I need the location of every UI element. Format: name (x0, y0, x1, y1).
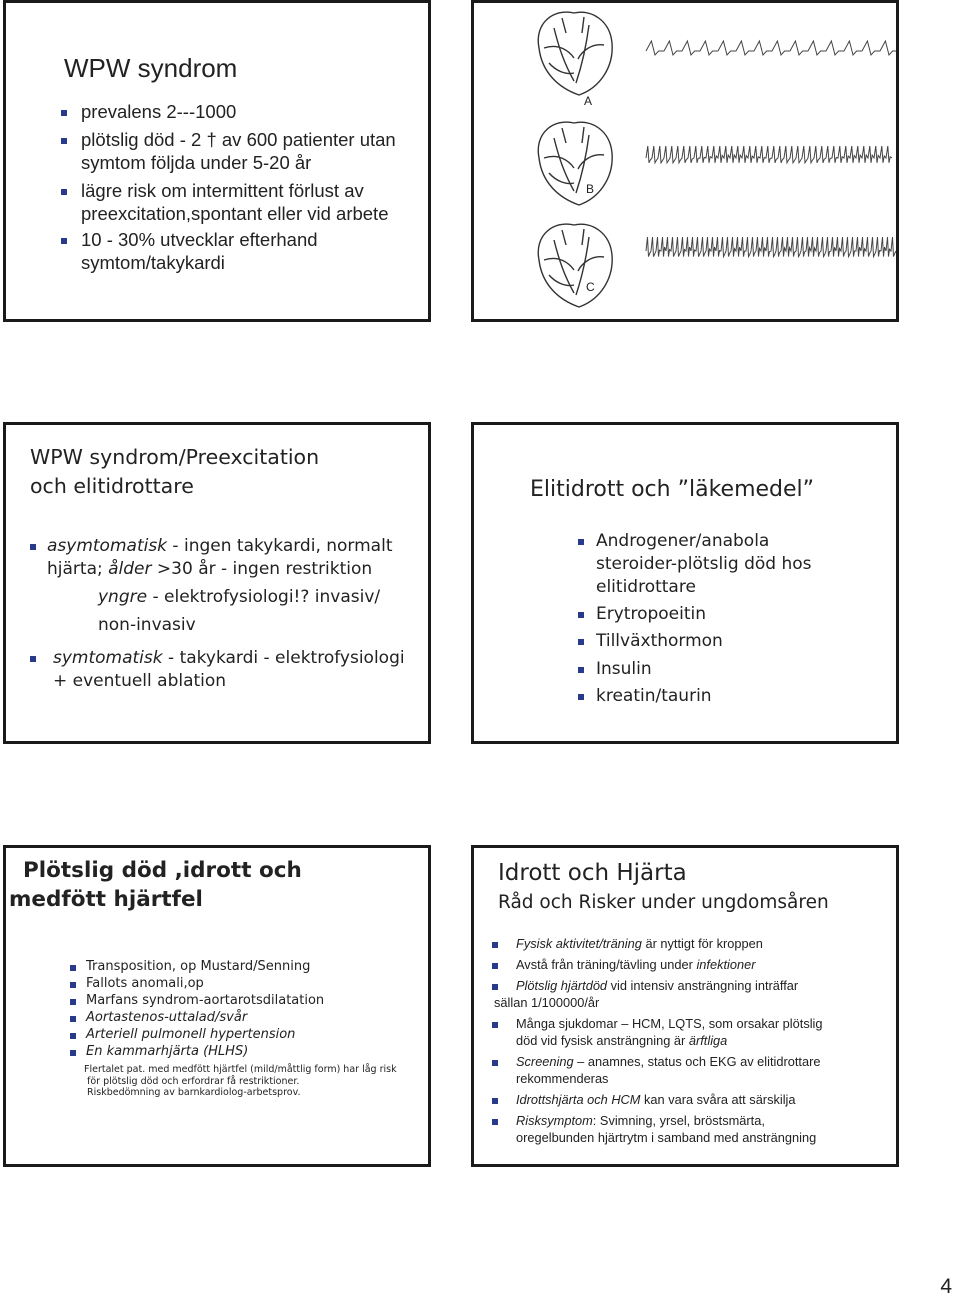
bullet-continuation: oregelbunden hjärtrytm i samband med ansträngning (516, 1130, 817, 1145)
label-c: C (586, 280, 595, 294)
note-line: Flertalet pat. med medfött hjärtfel (mild/måttlig form) har låg risk (84, 1064, 397, 1075)
bullet-continuation: symtom/takykardi (81, 252, 225, 273)
label-b: B (586, 182, 595, 196)
bullet-continuation: elitidrottare (596, 577, 696, 597)
heart-drawing-a (538, 12, 612, 95)
bullet-item: symtomatisk - takykardi - elektrofysiologi (30, 648, 430, 670)
bullet-icon (578, 694, 584, 700)
bullet-item: Screening – anamnes, status och EKG av elitidrottare (492, 1054, 892, 1071)
bullet-item: Risksymptom: Svimning, yrsel, bröstsmärta, (492, 1113, 892, 1130)
bullet-item: lägre risk om intermittent förlust av (61, 180, 421, 204)
list-item: Marfans syndrom-aortarotsdilatation (70, 993, 410, 1010)
bullet-icon (70, 982, 76, 988)
bullet-icon (70, 1050, 76, 1056)
heart-drawing-b (538, 122, 612, 205)
bullet-continuation: död vid fysisk ansträngning är ärftliga (516, 1033, 728, 1048)
bullet-icon (492, 1119, 498, 1125)
bullet-continuation: sällan 1/100000/år (494, 995, 600, 1010)
heart-drawing-c (538, 224, 612, 307)
bullet-icon (578, 667, 584, 673)
bullet-item: Plötslig hjärtdöd vid intensiv ansträngning inträffar (492, 978, 892, 995)
list-item: Transposition, op Mustard/Senning (70, 959, 410, 976)
ecg-strip-a (646, 41, 896, 55)
slide-heart-ecg-figure (471, 0, 899, 322)
bullet-icon (70, 1016, 76, 1022)
page-number: 4 (940, 1275, 952, 1298)
bullet-icon (492, 1022, 498, 1028)
list-item: En kammarhjärta (HLHS) (70, 1044, 410, 1061)
bullet-continuation: + eventuell ablation (53, 671, 227, 691)
bullet-icon (492, 984, 498, 990)
bullet-item: 10 - 30% utvecklar efterhand (61, 229, 421, 253)
bullet-item: Avstå från träning/tävling under infektioner (492, 957, 892, 974)
bullet-continuation: rekommenderas (516, 1071, 609, 1086)
slide-title: Idrott och Hjärta (498, 860, 687, 886)
slide-elitidrott-lakemedel (471, 422, 899, 744)
bullet-icon (492, 1060, 498, 1066)
list-item: Aortastenos-uttalad/svår (70, 1010, 410, 1027)
bullet-icon (61, 110, 67, 116)
bullet-continuation: steroider-plötslig död hos (596, 554, 812, 574)
slide-title: Elitidrott och ”läkemedel” (530, 477, 815, 502)
bullet-item: kreatin/taurin (578, 686, 878, 708)
slide-idrott-och-hjarta (471, 845, 899, 1167)
slide-title-line: WPW syndrom/Preexcitation (30, 445, 320, 469)
bullet-icon (61, 189, 67, 195)
heart-ecg-illustration (474, 3, 896, 319)
bullet-continuation: non-invasiv (98, 615, 196, 635)
bullet-icon (578, 612, 584, 618)
slide-title-line: Plötslig död ,idrott och (23, 858, 302, 883)
bullet-icon (30, 656, 36, 662)
list-item: Arteriell pulmonell hypertension (70, 1027, 410, 1044)
slide-wpw-elitidrottare (3, 422, 431, 744)
slide-title-line: medfött hjärtfel (9, 887, 203, 912)
slide-title: WPW syndrom (64, 53, 238, 83)
bullet-item: Idrottshjärta och HCM kan vara svåra att särskilja (492, 1092, 892, 1109)
bullet-icon (70, 1033, 76, 1039)
bullet-icon (578, 539, 584, 545)
label-a: A (584, 94, 593, 108)
bullet-item: Tillväxthormon (578, 631, 878, 653)
bullet-item: Fysisk aktivitet/träning är nyttigt för kroppen (492, 936, 892, 953)
bullet-continuation: preexcitation,spontant eller vid arbete (81, 203, 389, 224)
bullet-item: asymtomatisk - ingen takykardi, normalt (30, 536, 430, 558)
bullet-icon (61, 138, 67, 144)
bullet-item: Androgener/anabola (578, 531, 878, 553)
note-line: Riskbedömning av barnkardiolog-arbetsprov. (87, 1087, 301, 1098)
bullet-continuation: hjärta; ålder >30 år - ingen restriktion (47, 559, 373, 579)
bullet-icon (70, 999, 76, 1005)
bullet-continuation: yngre - elektrofysiologi!? invasiv/ (98, 587, 381, 607)
bullet-icon (492, 942, 498, 948)
bullet-item: Insulin (578, 659, 878, 681)
bullet-item: prevalens 2---1000 (61, 101, 421, 125)
slide-subtitle: Råd och Risker under ungdomsåren (498, 892, 829, 913)
ecg-strip-b (646, 146, 892, 163)
list-item: Fallots anomali,op (70, 976, 410, 993)
bullet-item: Många sjukdomar – HCM, LQTS, som orsakar plötslig (492, 1016, 892, 1033)
bullet-item: plötslig död - 2 † av 600 patienter utan (61, 129, 421, 153)
bullet-continuation: symtom följda under 5-20 år (81, 152, 312, 173)
bullet-icon (492, 1098, 498, 1104)
slide-plotslig-dod-medfott (3, 845, 431, 1167)
ecg-strip-c (646, 237, 896, 257)
bullet-item: Erytropoeitin (578, 604, 878, 626)
bullet-icon (492, 963, 498, 969)
bullet-icon (70, 965, 76, 971)
slide-wpw-syndrom (3, 0, 431, 322)
bullet-icon (578, 639, 584, 645)
bullet-icon (30, 544, 36, 550)
bullet-icon (61, 238, 67, 244)
slide-title-line: och elitidrottare (30, 474, 194, 498)
note-line: för plötslig död och erfordrar få restriktioner. (87, 1075, 300, 1087)
